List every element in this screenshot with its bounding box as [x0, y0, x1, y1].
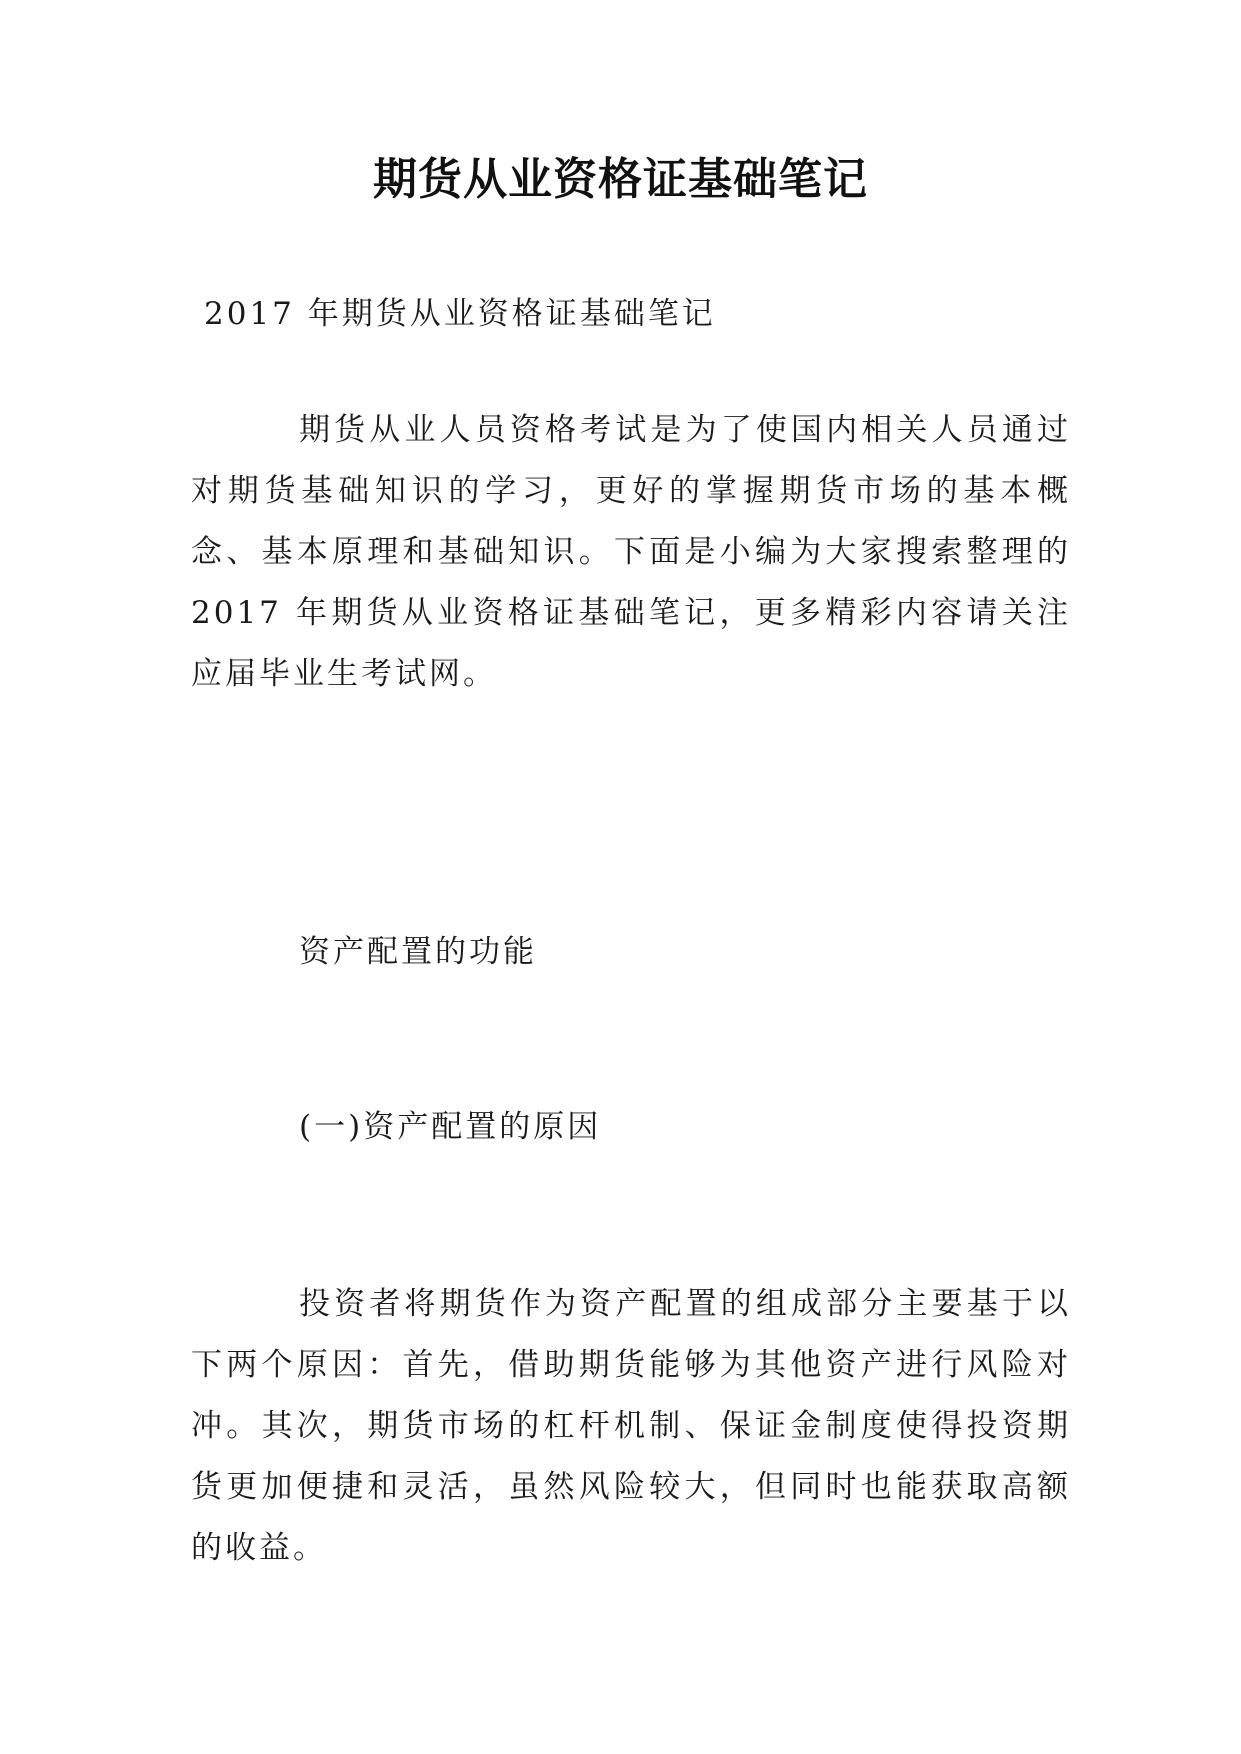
document-title: 期货从业资格证基础笔记 [373, 154, 868, 205]
subsection-heading: (一)资产配置的原因 [299, 1109, 602, 1145]
section-heading: 资产配置的功能 [299, 934, 537, 970]
reasons-paragraph: 投资者将期货作为资产配置的组成部分主要基于以下两个原因：首先，借助期货能够为其他资产进行风险对冲。其次，期货市场的杠杆机制、保证金制度使得投资期货更加便捷和灵活，虽然风险较大，但同时也能获取高额的收益。 [191, 1286, 1071, 1566]
document-subtitle: 2017 年期货从业资格证基础笔记 [204, 296, 716, 332]
intro-paragraph: 期货从业人员资格考试是为了使国内相关人员通过对期货基础知识的学习，更好的掌握期货市场的基本概念、基本原理和基础知识。下面是小编为大家搜索整理的 2017 年期货从业资格证基础笔记，更多精彩内容请关注应届毕业生考试网。 [191, 412, 1071, 692]
